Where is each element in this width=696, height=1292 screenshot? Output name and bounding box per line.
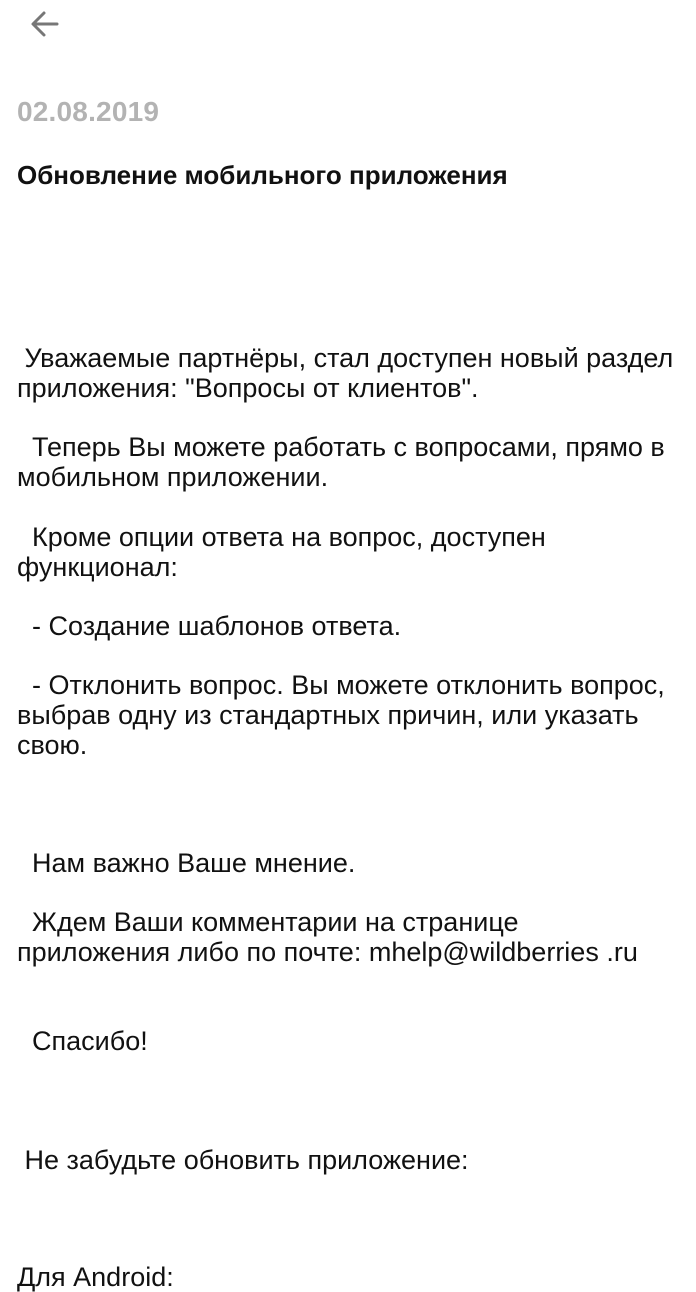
arrow-left-icon	[29, 8, 61, 40]
article-paragraph: - Отклонить вопрос. Вы можете отклонить вопрос, выбрав одну из стандартных причин, или указать свою.	[17, 670, 673, 760]
article-paragraph: Не забудьте обновить приложение:	[17, 1145, 469, 1175]
article-paragraph: Уважаемые партнёры, стал доступен новый раздел приложения: "Вопросы от клиентов".	[17, 343, 681, 403]
article-paragraph: Спасибо!	[17, 1026, 148, 1056]
article-title: Обновление мобильного приложения	[17, 160, 508, 190]
article-paragraph: - Создание шаблонов ответа.	[17, 611, 402, 641]
article-paragraph: Кроме опции ответа на вопрос, доступен функционал:	[17, 522, 554, 582]
article-paragraph: Для Android:	[17, 1262, 174, 1292]
article-paragraph: Ждем Ваши комментарии на странице приложения либо по почте: mhelp@wildberries .ru	[17, 907, 638, 967]
back-button[interactable]	[22, 4, 68, 44]
article-paragraph: Нам важно Ваше мнение.	[17, 848, 356, 878]
article-date: 02.08.2019	[17, 96, 160, 127]
article-paragraph: Теперь Вы можете работать с вопросами, прямо в мобильном приложении.	[17, 432, 673, 492]
